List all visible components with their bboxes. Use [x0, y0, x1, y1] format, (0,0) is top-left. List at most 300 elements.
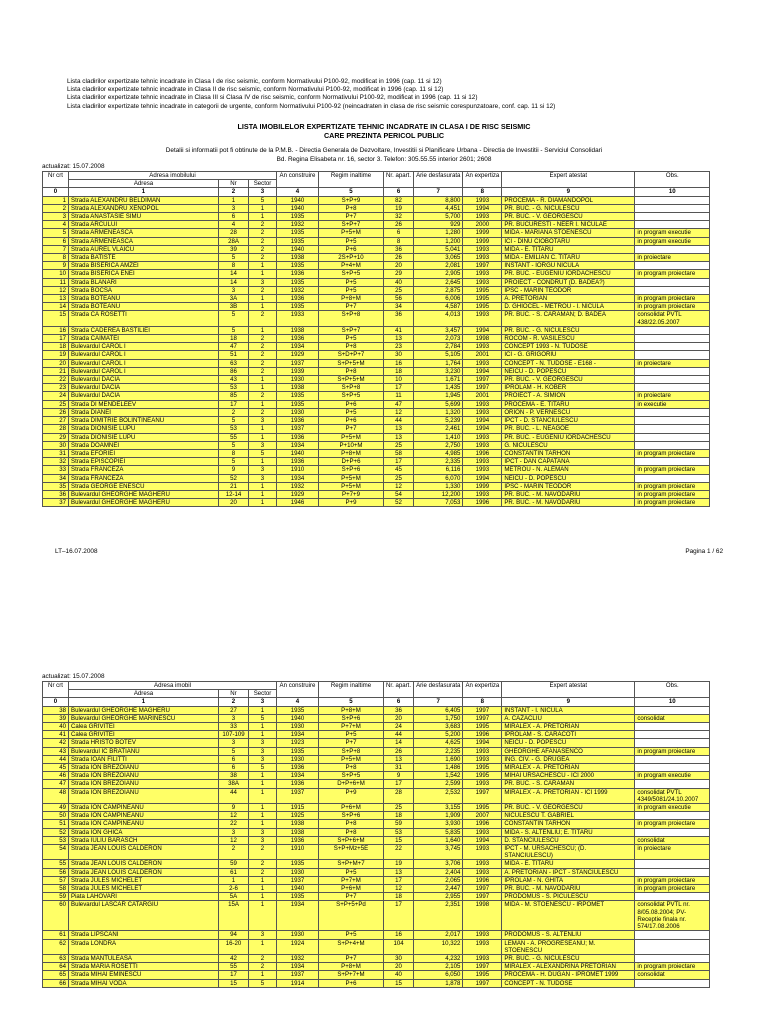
building-number: 94 [219, 931, 249, 939]
floor-area: 12,200 [414, 490, 463, 498]
apartment-count: 26 [384, 221, 414, 229]
height-regime: P+8+M [319, 449, 384, 457]
year-built: 1936 [277, 295, 319, 303]
floor-area: 4,625 [414, 739, 463, 747]
expertise-year: 1993 [463, 196, 502, 204]
building-number: 6 [219, 213, 249, 221]
table-row [43, 441, 710, 449]
street-address: Calea GRIVITEI [69, 731, 219, 739]
observations: consolidat PVTL 4349/5081/24.10.2007 [635, 788, 710, 803]
table-row [43, 885, 710, 893]
certified-expert: PR. BUC. - G. NICULESCU [502, 204, 635, 212]
street-address: Strada FRANCEZA [69, 474, 219, 482]
building-number: 16-20 [219, 939, 249, 954]
observations: consolidat [635, 714, 710, 722]
info-line: Bd. Regina Elisabeta nr. 16, sector 3. Telefon: 305.55.55 interior 2601; 2608 [276, 155, 492, 163]
observations: consolidat [635, 971, 710, 979]
building-number: 51 [219, 351, 249, 359]
year-built: 1932 [277, 221, 319, 229]
observations [635, 458, 710, 466]
height-regime: P+5 [319, 731, 384, 739]
height-regime: P+7 [319, 739, 384, 747]
table-row [43, 351, 710, 359]
column-number: 9 [502, 188, 635, 196]
row-number: 19 [43, 351, 69, 359]
row-number: 18 [43, 343, 69, 351]
street-address: Bulevardul IC BRATIANU [69, 747, 219, 755]
column-number: 2 [219, 188, 249, 196]
expertise-year: 1994 [463, 326, 502, 334]
sector: 2 [249, 392, 277, 400]
floor-area: 1,542 [414, 772, 463, 780]
print-date: LT–16.07.2008 [55, 548, 98, 555]
column-number: 1 [69, 698, 219, 706]
table-row [43, 400, 710, 408]
row-number: 39 [43, 714, 69, 722]
table-row [43, 804, 710, 812]
apartment-count: 19 [384, 204, 414, 212]
apartment-count: 12 [384, 408, 414, 416]
year-built: 1935 [277, 278, 319, 286]
building-number: 5 [219, 417, 249, 425]
table-row [43, 196, 710, 204]
floor-area: 4,013 [414, 311, 463, 326]
table-row [43, 326, 710, 334]
certified-expert: CONSTANTIN TARHON [502, 820, 635, 828]
height-regime: S+P+5 [319, 270, 384, 278]
table-row [43, 739, 710, 747]
header-address-group: Adresa imobilului [69, 172, 277, 180]
certified-expert: MIRALEX - A. PRETORIAN [502, 764, 635, 772]
observations: in program proiectare [635, 876, 710, 884]
contact-info [0, 147, 768, 164]
certified-expert: PRODOMUS - S. ALTENLIU [502, 931, 635, 939]
building-number: 12-14 [219, 490, 249, 498]
expertise-year: 1994 [463, 204, 502, 212]
certified-expert: ING. CIV. - G. DRUGEA [502, 755, 635, 763]
street-address: Bulevardul GHEORGHE MARINESCU [69, 714, 219, 722]
year-built: 1940 [277, 885, 319, 893]
building-number: 9 [219, 466, 249, 474]
observations: consolidat PVTL nr. 8/05.08.2004; PV-Receptie finala nr. 574/17.08.2006 [635, 901, 710, 931]
apartment-count: 17 [384, 384, 414, 392]
table-row [43, 499, 710, 507]
building-number: 6 [219, 764, 249, 772]
column-number: 8 [463, 698, 502, 706]
certified-expert: A. PRETORIAN - IPCT - STANCIULESCU [502, 868, 635, 876]
certified-expert: PR. BUCURESTI - NEER I. NICULAE [502, 221, 635, 229]
certified-expert: NICULESCU T. GABRIEL [502, 812, 635, 820]
year-built: 1936 [277, 417, 319, 425]
building-number: 47 [219, 343, 249, 351]
street-address: Strada BOTEANU [69, 303, 219, 311]
row-number: 52 [43, 828, 69, 836]
height-regime: P+7 [319, 303, 384, 311]
street-address: Bulevardul DACIA [69, 376, 219, 384]
year-built: 1915 [277, 804, 319, 812]
height-regime: S+P+5+Pd [319, 901, 384, 931]
year-built: 1935 [277, 400, 319, 408]
legend-line: Lista cladirilor expertizate tehnic incadrate in Clasa I de risc seismic, conform Normativului P100-92, modificat in 1996 (cap. 11 si 12) [67, 78, 442, 85]
header-nr-crt: Nr crt [43, 172, 69, 188]
table-row [43, 262, 710, 270]
year-built: 1925 [277, 812, 319, 820]
street-address: Bulevardul CAROL I [69, 351, 219, 359]
table-row [43, 963, 710, 971]
year-built: 1934 [277, 441, 319, 449]
year-built: 1933 [277, 311, 319, 326]
street-address: Strada ION BREZOIANU [69, 772, 219, 780]
sector: 3 [249, 278, 277, 286]
year-built: 1937 [277, 788, 319, 803]
apartment-count: 22 [384, 845, 414, 860]
certified-expert: IPCT - DAN CAPATANA [502, 458, 635, 466]
header-expertise-year: An expertiza [463, 172, 502, 188]
table-row [43, 384, 710, 392]
apartment-count: 58 [384, 449, 414, 457]
observations [635, 384, 710, 392]
expertise-year: 1997 [463, 979, 502, 987]
floor-area: 1,435 [414, 384, 463, 392]
expertise-year: 1994 [463, 474, 502, 482]
observations [635, 262, 710, 270]
observations: in proiectare [635, 359, 710, 367]
street-address: Strada DIONISIE LUPU [69, 425, 219, 433]
expertise-year: 1993 [463, 939, 502, 954]
sector: 3 [249, 466, 277, 474]
year-built: 1934 [277, 772, 319, 780]
row-number: 21 [43, 367, 69, 375]
observations [635, 245, 710, 253]
expertise-year: 1993 [463, 931, 502, 939]
certified-expert: IPROLAM - S. CARACOTI [502, 731, 635, 739]
certified-expert: NEICU - D. POPESCU [502, 474, 635, 482]
street-address: Calea GRIVITEI [69, 723, 219, 731]
building-number: 33 [219, 723, 249, 731]
height-regime: P+6 [319, 979, 384, 987]
sector: 1 [249, 204, 277, 212]
year-built: 1936 [277, 458, 319, 466]
sector: 2 [249, 359, 277, 367]
year-built: 1934 [277, 963, 319, 971]
observations [635, 828, 710, 836]
sector: 2 [249, 254, 277, 262]
apartment-count: 13 [384, 755, 414, 763]
sector: 1 [249, 772, 277, 780]
apartment-count: 17 [384, 901, 414, 931]
building-number: 2-6 [219, 885, 249, 893]
floor-area: 2,532 [414, 788, 463, 803]
building-number: 5 [219, 311, 249, 326]
table-row [43, 820, 710, 828]
expertise-year: 1999 [463, 482, 502, 490]
observations [635, 764, 710, 772]
building-number: 8 [219, 262, 249, 270]
certified-expert: PR. BUC. - M. NAVODARIU [502, 885, 635, 893]
street-address: Strada LIPSCANI [69, 931, 219, 939]
sector: 1 [249, 939, 277, 954]
sector: 3 [249, 755, 277, 763]
sector: 1 [249, 303, 277, 311]
street-address: Strada ANASTASIE SIMU [69, 213, 219, 221]
document-title [0, 123, 768, 140]
column-number: 9 [502, 698, 635, 706]
street-address: Strada DI MENDELEEV [69, 400, 219, 408]
floor-area: 2,750 [414, 441, 463, 449]
height-regime: P+5+M [319, 229, 384, 237]
certified-expert: D. GHIOCEL - METROU - I. NICULA [502, 303, 635, 311]
street-address: Strada JEAN LOUIS CALDERON [69, 860, 219, 868]
building-number: 3 [219, 828, 249, 836]
certified-expert: ROCOM - R. VASILESCU [502, 335, 635, 343]
certified-expert: PR. BUC. - EUGENIU IORDACHESCU [502, 433, 635, 441]
street-address: Bulevardul CAROL I [69, 343, 219, 351]
certified-expert: G. NICULESCU [502, 441, 635, 449]
street-address: Bulevardul DACIA [69, 384, 219, 392]
observations: consolidat [635, 836, 710, 844]
observations [635, 213, 710, 221]
building-number: 43 [219, 376, 249, 384]
building-number: 53 [219, 384, 249, 392]
floor-area: 1,671 [414, 376, 463, 384]
certified-expert: PROIECT - A. SIMION [502, 392, 635, 400]
row-number: 14 [43, 303, 69, 311]
expertise-year: 1993 [463, 359, 502, 367]
floor-area: 2,599 [414, 780, 463, 788]
street-address: Strada ARCULUI [69, 221, 219, 229]
sector: 1 [249, 295, 277, 303]
certified-expert: CONCEPT 1993 - N. TUDOSE [502, 343, 635, 351]
year-built: 1936 [277, 764, 319, 772]
apartment-count: 41 [384, 326, 414, 334]
row-number: 54 [43, 845, 69, 860]
floor-area: 1,200 [414, 237, 463, 245]
header-expert: Expert atestat [502, 172, 635, 188]
expertise-year: 1993 [463, 860, 502, 868]
building-number: 12 [219, 812, 249, 820]
sector: 3 [249, 836, 277, 844]
observations: in program proiectare [635, 885, 710, 893]
floor-area: 3,155 [414, 804, 463, 812]
building-number: 3 [219, 714, 249, 722]
row-number: 6 [43, 237, 69, 245]
expertise-year: 1997 [463, 893, 502, 901]
year-built: 1938 [277, 254, 319, 262]
expertise-year: 1993 [463, 400, 502, 408]
header-address: Adresa [69, 690, 219, 698]
table-row [43, 221, 710, 229]
apartment-count: 36 [384, 245, 414, 253]
observations [635, 723, 710, 731]
certified-expert: IPSC - MARIN TEODOR [502, 482, 635, 490]
height-regime: P+6+M [319, 804, 384, 812]
floor-area: 4,985 [414, 449, 463, 457]
table-row [43, 303, 710, 311]
expertise-year: 1996 [463, 820, 502, 828]
street-address: Strada FRANCEZA [69, 466, 219, 474]
row-number: 8 [43, 254, 69, 262]
building-number: 4 [219, 221, 249, 229]
certified-expert: IPCT - D. STANCIULESCU [502, 417, 635, 425]
column-number: 3 [249, 188, 277, 196]
table-row [43, 367, 710, 375]
floor-area: 5,200 [414, 731, 463, 739]
building-number: 42 [219, 954, 249, 962]
floor-area: 6,050 [414, 971, 463, 979]
sector: 2 [249, 343, 277, 351]
height-regime: P+8+M [319, 706, 384, 714]
apartment-count: 52 [384, 499, 414, 507]
street-address: Piata LAHOVARI [69, 893, 219, 901]
height-regime: D+P+6+M [319, 780, 384, 788]
expertise-year: 2001 [463, 351, 502, 359]
header-address-group: Adresa imobil [69, 682, 277, 690]
floor-area: 1,750 [414, 714, 463, 722]
sector: 2 [249, 860, 277, 868]
building-number: 61 [219, 868, 249, 876]
row-number: 1 [43, 196, 69, 204]
table-row [43, 278, 710, 286]
apartment-count: 25 [384, 474, 414, 482]
street-address: Bulevardul CAROL I [69, 367, 219, 375]
building-number: 14 [219, 270, 249, 278]
sector: 1 [249, 490, 277, 498]
observations: in program proiectare [635, 295, 710, 303]
table-row [43, 490, 710, 498]
certified-expert: METROU - N. ALEMAN [502, 466, 635, 474]
certified-expert: MIDA - EMILIAN C. TITARU [502, 254, 635, 262]
building-number: 86 [219, 367, 249, 375]
expertise-year: 1993 [463, 441, 502, 449]
apartment-count: 13 [384, 868, 414, 876]
apartment-count: 25 [384, 804, 414, 812]
expertise-year: 1993 [463, 408, 502, 416]
floor-area: 2,905 [414, 270, 463, 278]
apartment-count: 18 [384, 367, 414, 375]
height-regime: S+P+6 [319, 714, 384, 722]
height-regime: S+P+4+M [319, 939, 384, 954]
expertise-year: 1994 [463, 836, 502, 844]
apartment-count: 9 [384, 772, 414, 780]
building-number: 44 [219, 788, 249, 803]
sector: 2 [249, 868, 277, 876]
certified-expert: PRODOMUS - S. PICULESCU [502, 893, 635, 901]
floor-area: 2,645 [414, 278, 463, 286]
building-number: 63 [219, 359, 249, 367]
observations: in proiectare [635, 392, 710, 400]
sector: 5 [249, 979, 277, 987]
observations [635, 893, 710, 901]
row-number: 49 [43, 804, 69, 812]
height-regime: P+7+M [319, 876, 384, 884]
observations: in program executie [635, 229, 710, 237]
expertise-year: 1996 [463, 449, 502, 457]
sector: 1 [249, 804, 277, 812]
sector: 1 [249, 425, 277, 433]
height-regime: S+P+7 [319, 326, 384, 334]
observations [635, 367, 710, 375]
street-address: Strada JULES MICHELET [69, 876, 219, 884]
legend [67, 78, 555, 111]
expertise-year: 1994 [463, 425, 502, 433]
table-row [43, 245, 710, 253]
row-number: 10 [43, 270, 69, 278]
floor-area: 7,053 [414, 499, 463, 507]
sector: 1 [249, 433, 277, 441]
apartment-count: 13 [384, 335, 414, 343]
sector: 2 [249, 954, 277, 962]
certified-expert: MIHAI URSACHESCU - ICI 2000 [502, 772, 635, 780]
sector: 2 [249, 221, 277, 229]
table-row [43, 359, 710, 367]
observations: in program executie [635, 804, 710, 812]
height-regime: P+5+M [319, 482, 384, 490]
observations: in program proiectare [635, 482, 710, 490]
street-address: Strada BISERICA ENEI [69, 270, 219, 278]
floor-area: 1,764 [414, 359, 463, 367]
apartment-count: 24 [384, 723, 414, 731]
row-number: 65 [43, 971, 69, 979]
street-address: Strada BOCSA [69, 286, 219, 294]
apartment-count: 13 [384, 433, 414, 441]
height-regime: P+10+M [319, 441, 384, 449]
street-address: Strada DIANEI [69, 408, 219, 416]
floor-area: 5,239 [414, 417, 463, 425]
table-row [43, 868, 710, 876]
certified-expert: MIRALEX - A. PRETORIAN [502, 723, 635, 731]
certified-expert: PR. BUC. - G. NICULESCU [502, 326, 635, 334]
year-built: 1923 [277, 739, 319, 747]
expertise-year: 1997 [463, 714, 502, 722]
sector: 2 [249, 245, 277, 253]
table-row [43, 229, 710, 237]
observations: in program proiectare [635, 270, 710, 278]
height-regime: P+8 [319, 343, 384, 351]
table-row [43, 213, 710, 221]
title-line: CARE PREZINTA PERICOL PUBLIC [323, 130, 445, 140]
apartment-count: 11 [384, 392, 414, 400]
street-address: Bulevardul GHEORGHE MAGHERU [69, 499, 219, 507]
building-number: 1 [219, 876, 249, 884]
street-address: Strada HRISTO BOTEV [69, 739, 219, 747]
building-number: 5 [219, 254, 249, 262]
building-number: 3 [219, 204, 249, 212]
apartment-count: 36 [384, 706, 414, 714]
expertise-year: 1997 [463, 376, 502, 384]
observations [635, 954, 710, 962]
table-row [43, 474, 710, 482]
table-row [43, 449, 710, 457]
year-built: 1934 [277, 901, 319, 931]
street-address: Strada ION BREZOIANU [69, 780, 219, 788]
floor-area: 6,405 [414, 706, 463, 714]
row-number: 43 [43, 747, 69, 755]
street-address: Strada BLANARI [69, 278, 219, 286]
row-number: 38 [43, 706, 69, 714]
observations [635, 939, 710, 954]
building-number: 3 [219, 286, 249, 294]
table-row [43, 812, 710, 820]
row-number: 34 [43, 474, 69, 482]
certified-expert: PR. BUC. - S. CARAMAN; D. BADEA [502, 311, 635, 326]
floor-area: 1,945 [414, 392, 463, 400]
certified-expert: MIDA - S. ALTENLIU; E. TITARU [502, 828, 635, 836]
row-number: 7 [43, 245, 69, 253]
height-regime: 2S+P+10 [319, 254, 384, 262]
street-address: Strada CA ROSETTI [69, 311, 219, 326]
row-number: 45 [43, 764, 69, 772]
street-address: Strada AUREL VLAICU [69, 245, 219, 253]
